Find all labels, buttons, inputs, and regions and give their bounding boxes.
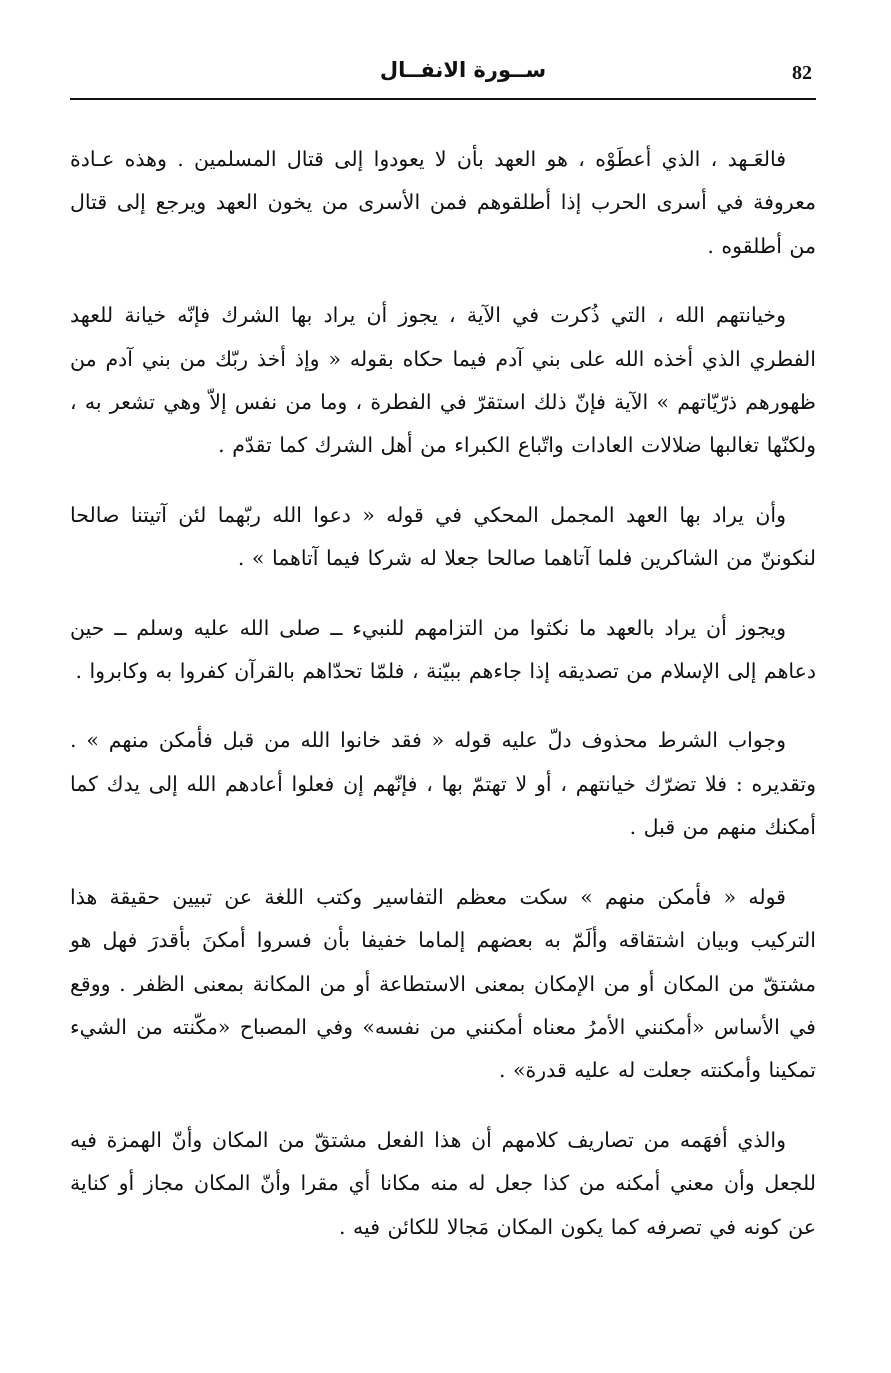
page-header — [70, 58, 816, 100]
page-number: 82 — [792, 62, 812, 84]
paragraph: وخيانتهم الله ، التي ذُكرت في الآية ، يجوز أن يراد بها الشرك فإنّه خيانة للعهد الفطري الذي أخذه الله على بني آدم فيما حكاه بقوله « وإذ أخذ ربّك من بني آدم من ظهورهم ذرّيّاتهم » الآية فإنّ ذلك استقرّ في الفطرة ، وما من نفس إلاّ وهي تشعر به ، ولكنّها تغالبها ضلالات العادات واتّباع الكبراء من أهل الشرك كما تقدّم . — [70, 303, 816, 458]
paragraph: وأن يراد بها العهد المجمل المحكي في قوله « دعوا الله ربّهما لئن آتيتنا صالحا لنكوننّ من الشاكرين فلما آتاهما صالحا جعلا له شركا فيما آتاهما » . — [70, 502, 816, 571]
page-body — [70, 138, 816, 1275]
paragraph: قوله « فأمكن منهم » سكت معظم التفاسير وكتب اللغة عن تبيين حقيقة هذا التركيب وبيان اشتقاقه وألَمّ به بعضهم إلماما خفيفا بأن فسروا أمكنَ بأقدرَ فهل هو مشتقّ من المكان أو من الإمكان بمعنى الاستطاعة أو من المكانة بمعنى الظفر . ووقع في الأساس «أمكنني الأمرُ معناه أمكنني من نفسه» وفي المصباح «مكّنته من الشيء تمكينا وأمكنته جعلت له عليه قدرة» . — [70, 884, 816, 1083]
surah-title: ســورة الانفــال — [379, 58, 547, 82]
paragraph: وجواب الشرط محذوف دلّ عليه قوله « فقد خانوا الله من قبل فأمكن منهم » . وتقديره : فلا تضرّك خيانتهم ، أو لا تهتمّ بها ، فإنّهم إن فعلوا أعادهم الله إلى يدك كما أمكنك منهم من قبل . — [70, 728, 816, 840]
paragraph: فالعَـهد ، الذي أعطَوْه ، هو العهد بأن لا يعودوا إلى قتال المسلمين . وهذه عـادة معروفة في أسرى الحرب إذا أطلقوهم فمن الأسرى من يخون العهد ويرجع إلى قتال من أطلقوه . — [70, 147, 816, 258]
paragraph: ويجوز أن يراد بالعهد ما نكثوا من التزامهم للنبيء ــ صلى الله عليه وسلم ــ حين دعاهم إلى الإسلام من تصديقه إذا جاءهم ببيّنة ، فلمّا تحدّاهم بالقرآن كفروا به وكابروا . — [70, 615, 816, 684]
paragraph: والذي أفهَمه من تصاريف كلامهم أن هذا الفعل مشتقّ من المكان وأنّ الهمزة فيه للجعل وأن معني أمكنه من كذا جعل له منه مكانا أي مقرا وأنّ المكان مجاز أو كناية عن كونه في تصرفه كما يكون المكان مَجالا للكائن فيه . — [70, 1127, 816, 1239]
